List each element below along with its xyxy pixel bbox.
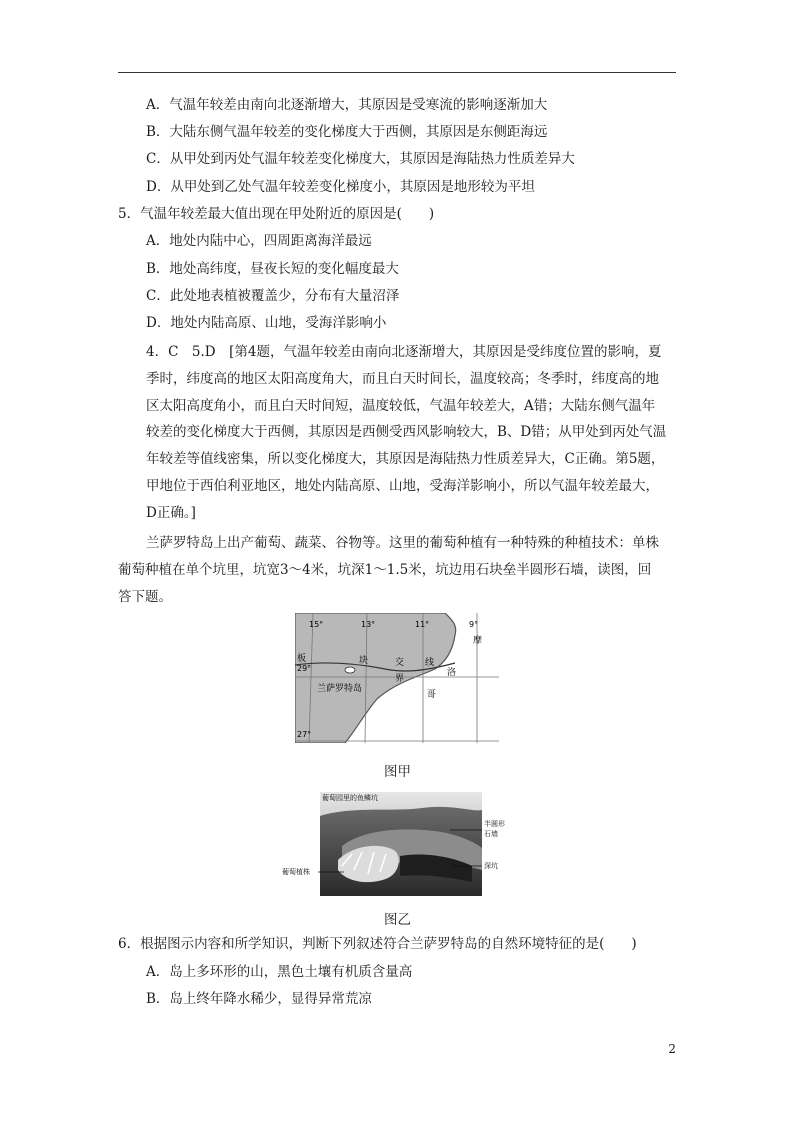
q5-stem: 5．气温年较差最大值出现在甲处附近的原因是( ): [118, 206, 435, 222]
figure-caption-b: 图乙: [384, 912, 411, 928]
q4-option-d: D．从甲处到乙处气温年较差变化梯度小，其原因是地形较为平坦: [146, 179, 535, 195]
intro-line: 答下题。: [118, 589, 172, 605]
vineyard-photo: [282, 786, 514, 898]
photo-label-wall: 石墙: [484, 830, 498, 838]
answer-line: 区太阳高度角小，而且白天时间短，温度较低，气温年较差大，A错；大陆东侧气温年: [146, 397, 656, 414]
answer-line: 4．C 5.D [第4题，气温年较差由南向北逐渐增大，其原因是受纬度位置的影响，夏: [146, 344, 662, 360]
q6-option-b: B．岛上终年降水稀少，显得异常荒凉: [146, 991, 372, 1007]
photo-label-wall: 半圆形: [484, 820, 505, 828]
answer-line: D正确。]: [146, 504, 196, 521]
q4-option-c: C．从甲处到丙处气温年较差变化梯度大，其原因是海陆热力性质差异大: [146, 151, 575, 167]
intro-line: 葡萄种植在单个坑里，坑宽3～4米，坑深1～1.5米，坑边用石块垒半圆形石墙，读图，回: [118, 562, 652, 578]
answer-line: 较差的变化梯度大于西侧，其原因是西侧受西风影响较大，B、D错；从甲处到丙处气温: [146, 424, 667, 441]
q4-option-a: A．气温年较差由南向北逐渐增大，其原因是受寒流的影响逐渐加大: [146, 97, 548, 113]
answer-line: 甲地位于西伯利亚地区，地处内陆高原、山地，受海洋影响小，所以气温年较差最大，: [146, 477, 659, 494]
map-label-island: 兰萨罗特岛: [317, 684, 363, 694]
map-label-plate: 板: [297, 654, 307, 664]
map-label-boundary: 线: [425, 658, 435, 668]
q5-option-b: B．地处高纬度，昼夜长短的变化幅度最大: [146, 261, 399, 277]
intro-line: 兰萨罗特岛上出产葡萄、蔬菜、谷物等。这里的葡萄种植有一种特殊的种植技术：单株: [146, 535, 659, 551]
lon-label: 9°: [469, 620, 479, 629]
page-number: 2: [668, 1042, 676, 1056]
map-label-morocco: 哥: [427, 690, 437, 700]
passage-intro: [118, 530, 686, 611]
answer-explanation: [146, 339, 676, 527]
photo-label-pit: 深坑: [484, 862, 498, 870]
photo-title: 葡萄园里的鱼鳞坑: [322, 794, 378, 802]
map-label-morocco: 洛: [447, 668, 457, 678]
lat-label: 29°: [297, 664, 312, 673]
q5-option-c: C．此处地表植被覆盖少，分布有大量沼泽: [146, 288, 400, 304]
map-label-boundary: 交: [395, 658, 405, 668]
lat-label: 27°: [297, 730, 312, 739]
photo-label-plant: 葡萄植株: [282, 868, 310, 876]
map-label-boundary: 界: [395, 674, 405, 684]
map-label-morocco: 摩: [473, 636, 483, 646]
q4-option-b: B．大陆东侧气温年较差的变化梯度大于西侧，其原因是东侧距海远: [146, 124, 548, 140]
q6-option-a: A．岛上多环形的山，黑色土壤有机质含量高: [146, 964, 413, 980]
lon-label: 15°: [309, 620, 324, 629]
figure-caption-a: 图甲: [384, 764, 411, 780]
lon-label: 13°: [361, 620, 376, 629]
lanzarote-island: [345, 667, 355, 673]
answer-line: 季时，纬度高的地区太阳高度角大，而且白天时间长，温度较高；冬季时，纬度高的地: [146, 370, 659, 387]
header-rule: [118, 72, 676, 73]
map-figure: [295, 613, 499, 743]
map-label-plate: 块: [359, 656, 369, 666]
q6-stem: 6．根据图示内容和所学知识，判断下列叙述符合兰萨罗特岛的自然环境特征的是( ): [118, 936, 637, 952]
q5-option-a: A．地处内陆中心，四周距离海洋最远: [146, 233, 372, 249]
answer-line: 年较差等值线密集，所以变化梯度大，其原因是海陆热力性质差异大，C正确。第5题，: [146, 451, 665, 468]
q5-option-d: D．地处内陆高原、山地，受海洋影响小: [146, 315, 387, 331]
lon-label: 11°: [415, 620, 430, 629]
